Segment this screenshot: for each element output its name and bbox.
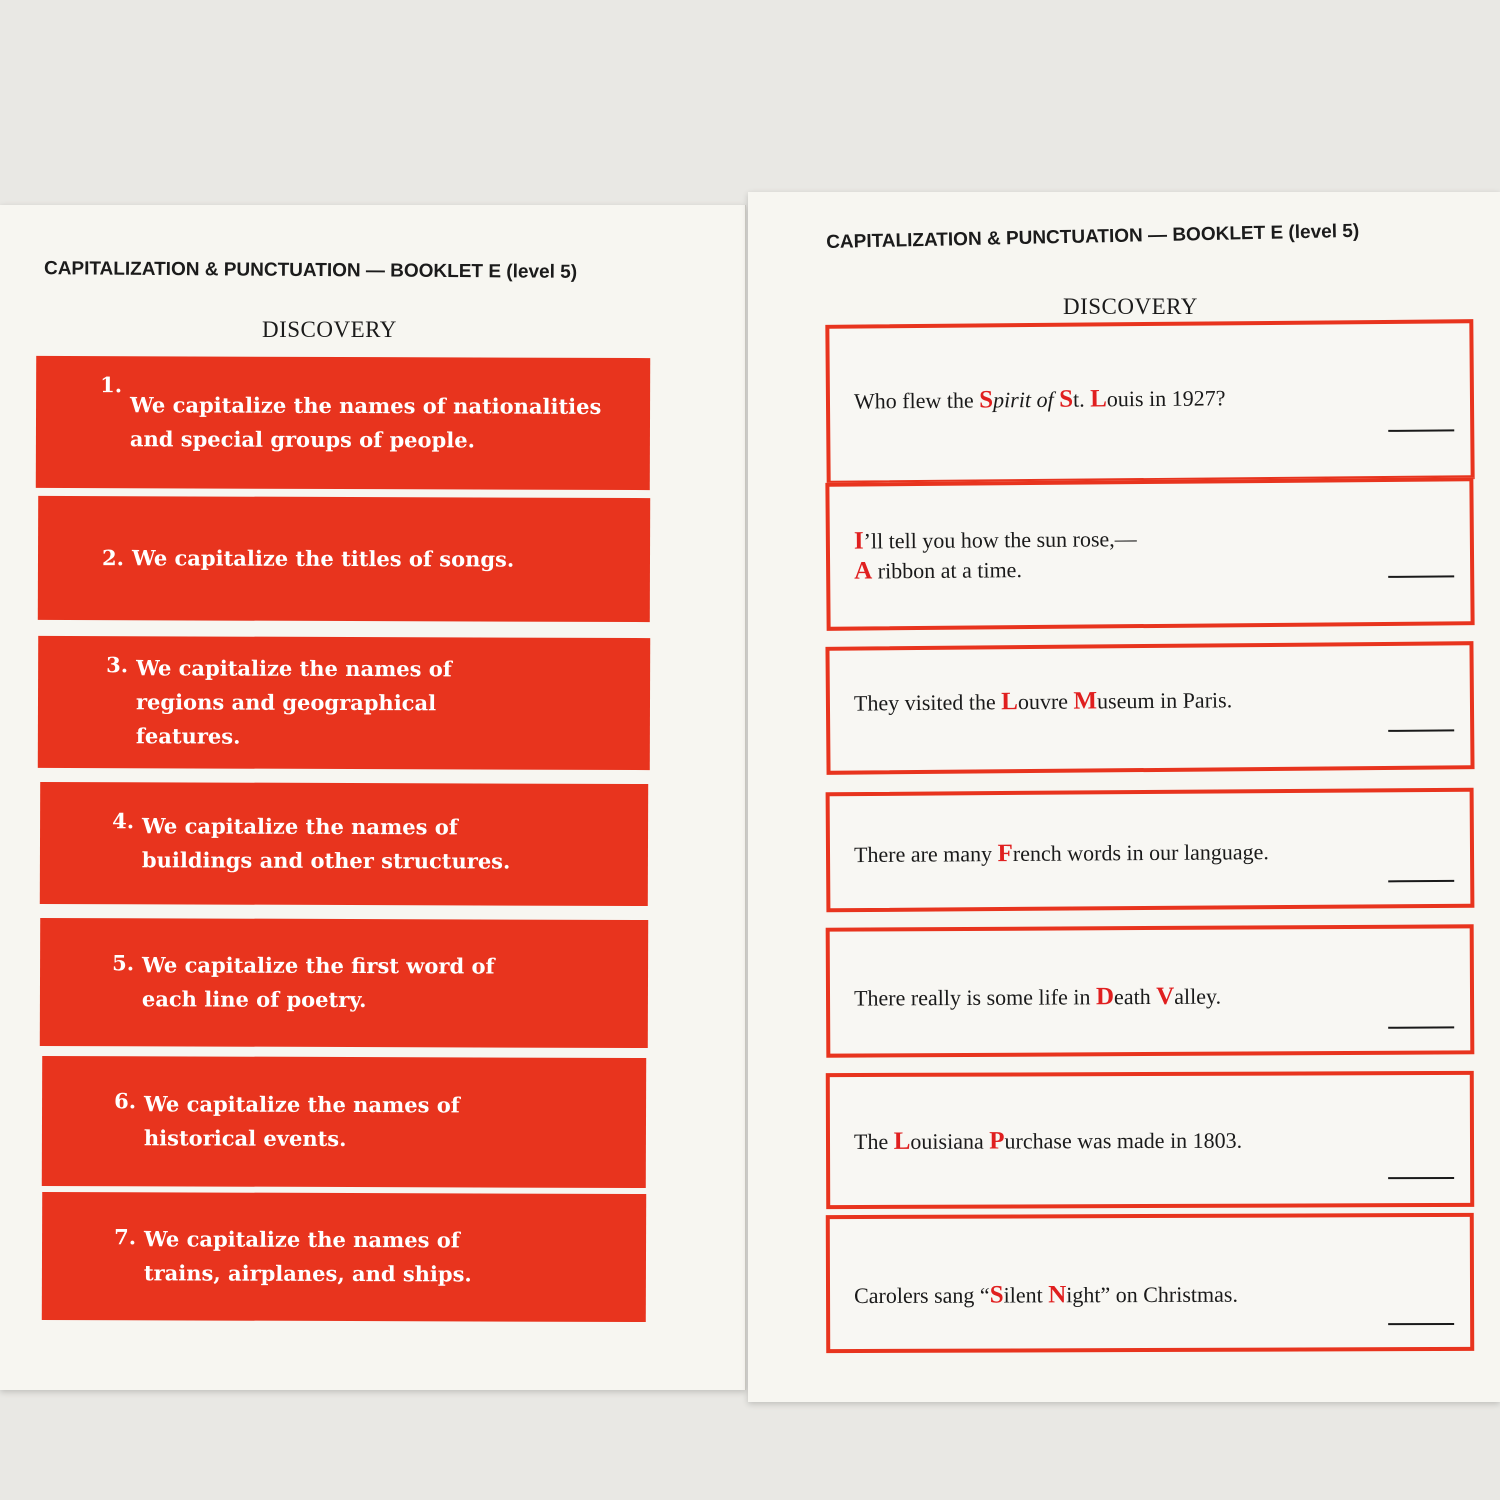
capital-letter: D (1095, 983, 1115, 1011)
rule-text: We capitalize the names of trains, airplanes, and ships. (143, 1226, 472, 1287)
sentence-fragment: ribbon at a time. (872, 557, 1022, 584)
rule-text: We capitalize the names of historical events. (143, 1091, 460, 1152)
rule-number: 6. (114, 1088, 137, 1114)
rule-number: 2. (102, 545, 125, 571)
rule-number: 1. (100, 372, 123, 398)
answer-blank[interactable] (1388, 429, 1454, 432)
sentence-text (854, 685, 1232, 718)
sentence-fragment: ouvre (1017, 688, 1074, 715)
sentence-fragment: ight” on Christmas. (1066, 1281, 1239, 1308)
rule-box-4 (40, 782, 648, 906)
sentence-fragment: alley. (1174, 983, 1222, 1009)
right-page (748, 192, 1500, 1402)
capital-letter: S (979, 386, 994, 414)
sentence-box-3 (825, 641, 1474, 775)
section-title: DISCOVERY (1063, 294, 1198, 319)
capital-letter: L (1001, 688, 1018, 716)
sentence-fragment: ouis in 1927? (1106, 385, 1226, 412)
page-header: CAPITALIZATION & PUNCTUATION — BOOKLET E (level 5) (826, 220, 1360, 253)
sentence-box-4 (826, 788, 1475, 913)
capital-letter: S (989, 1281, 1004, 1309)
sentence-fragment: Carolers sang “ (853, 1282, 990, 1309)
sentence-text (854, 524, 1137, 586)
rule-text: We capitalize the names of buildings and other structures. (141, 813, 511, 874)
sentence-box-5 (826, 924, 1475, 1057)
rule-box-1 (36, 356, 650, 490)
sentence-box-6 (826, 1071, 1474, 1209)
rule-box-5 (40, 918, 648, 1048)
rule-text: We capitalize the names of nationalities and special groups of people. (129, 392, 602, 453)
sentence-fragment: pirit of (993, 386, 1060, 413)
answer-blank[interactable] (1388, 1177, 1454, 1179)
sentence-text (854, 383, 1226, 416)
section-title: DISCOVERY (262, 317, 397, 342)
sentence-fragment: They visited the (853, 689, 1002, 716)
sentence-fragment: rench words in our language. (1012, 839, 1269, 866)
rule-text: We capitalize the titles of songs. (131, 545, 515, 572)
answer-blank[interactable] (1388, 729, 1454, 732)
sentence-fragment: There are many (853, 841, 998, 868)
sentence-fragment: eath (1113, 983, 1157, 1010)
sentence-fragment: ’ll tell you how the sun rose,— (863, 526, 1137, 554)
rule-number: 7. (114, 1224, 137, 1250)
rule-number: 3. (106, 652, 129, 678)
sentence-box-1 (825, 319, 1474, 485)
capital-letter: L (893, 1127, 911, 1155)
left-page (0, 205, 746, 1390)
rule-number: 4. (112, 808, 135, 834)
sentence-fragment: Who flew the (853, 387, 980, 414)
sentence-text (854, 1280, 1238, 1311)
answer-blank[interactable] (1388, 1026, 1454, 1028)
capital-letter: M (1073, 687, 1098, 715)
sentence-text (854, 1126, 1242, 1157)
capital-letter: F (997, 839, 1013, 868)
rule-box-3 (38, 636, 650, 770)
rule-number: 5. (112, 950, 135, 976)
page-header: CAPITALIZATION & PUNCTUATION — BOOKLET E (level 5) (43, 258, 578, 283)
sentence-fragment: The (853, 1128, 894, 1155)
sentence-text (854, 982, 1221, 1014)
answer-blank[interactable] (1388, 880, 1454, 882)
sentence-fragment: ouisiana (910, 1128, 990, 1154)
sentence-fragment: There really is some life in (853, 984, 1097, 1011)
rule-text: We capitalize the names of regions and geographical features. (135, 655, 452, 749)
rule-text: We capitalize the first word of each line of poetry. (141, 952, 495, 1013)
sentence-box-7 (826, 1213, 1474, 1353)
sentence-text (854, 837, 1269, 870)
rule-box-7 (42, 1192, 646, 1322)
capital-letter: S (1059, 385, 1074, 413)
answer-blank[interactable] (1388, 575, 1454, 578)
capital-letter: P (989, 1127, 1005, 1155)
sentence-fragment: t. (1072, 386, 1091, 412)
capital-letter: A (854, 557, 873, 585)
capital-letter: L (1090, 385, 1107, 413)
sentence-fragment: useum in Paris. (1096, 687, 1233, 714)
answer-blank[interactable] (1388, 1323, 1454, 1325)
sentence-box-2 (825, 477, 1474, 631)
sentence-fragment: ilent (1003, 1282, 1049, 1308)
sentence-fragment: urchase was made in 1803. (1004, 1127, 1243, 1154)
rule-box-6 (42, 1056, 646, 1188)
capital-letter: V (1156, 982, 1175, 1010)
rule-box-2 (38, 496, 650, 622)
capital-letter: I (853, 527, 864, 555)
capital-letter: N (1048, 1281, 1067, 1309)
